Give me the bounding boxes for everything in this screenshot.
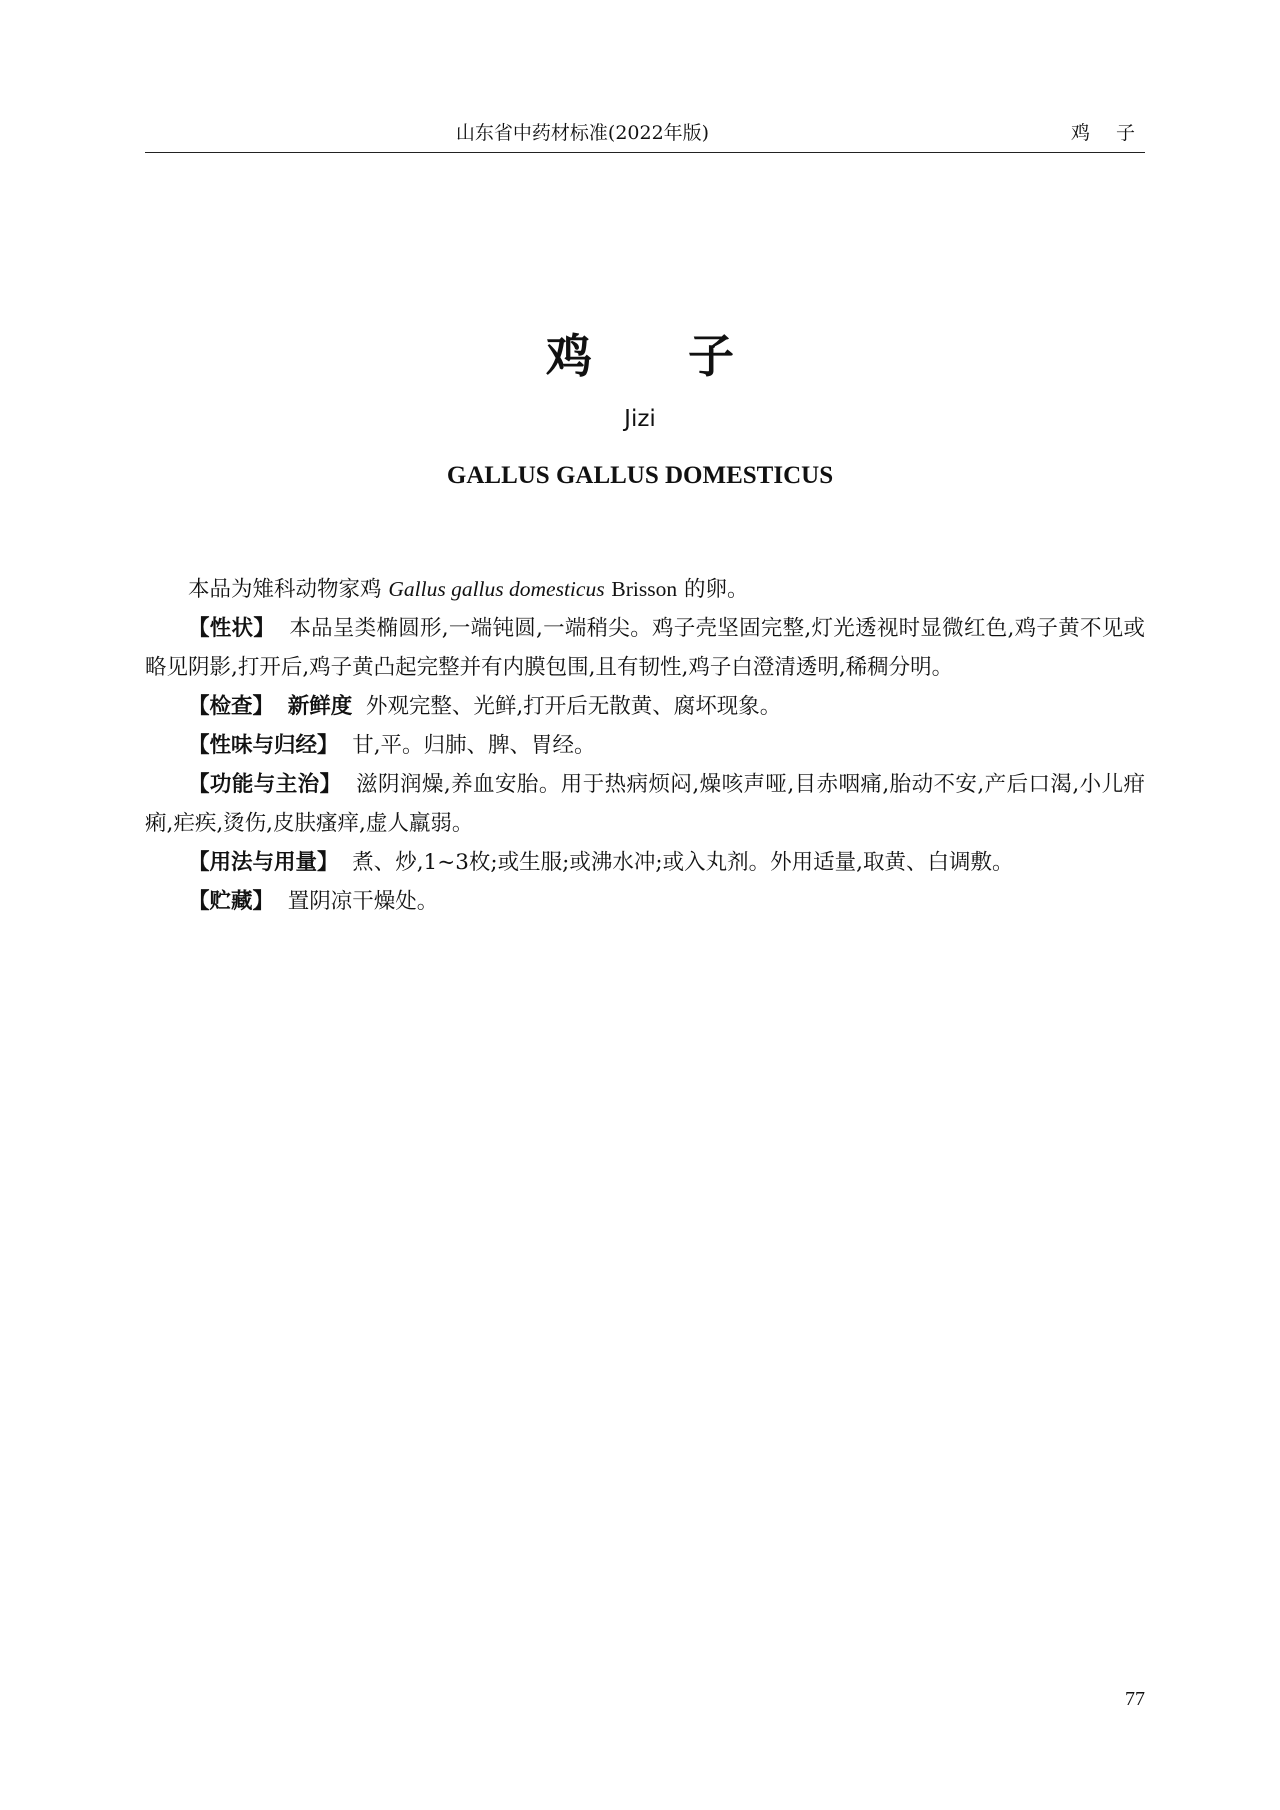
monograph-body	[145, 570, 1145, 921]
header-book-title: 山东省中药材标准(2022年版)	[455, 122, 710, 144]
section-text-characters: 本品呈类椭圆形,一端钝圆,一端稍尖。鸡子壳坚固完整,灯光透视时显微红色,鸡子黄不见或略见阴影,打开后,鸡子黄凸起完整并有内膜包围,且有韧性,鸡子白澄清透明,稀稠分明。	[145, 616, 1145, 680]
section-label-inspection: 【检查】	[188, 694, 275, 719]
running-header	[145, 112, 1145, 152]
intro-paragraph	[145, 570, 1145, 609]
section-text-inspection: 外观完整、光鲜,打开后无散黄、腐坏现象。	[365, 694, 782, 719]
section-nature	[145, 726, 1145, 765]
entry-latin-name: GALLUS GALLUS DOMESTICUS	[446, 462, 834, 489]
entry-pinyin: Jizi	[624, 406, 656, 432]
header-rule	[145, 152, 1145, 153]
section-functions	[145, 765, 1145, 843]
section-label-usage: 【用法与用量】	[188, 850, 339, 875]
section-text-nature: 甘,平。归肺、脾、胃经。	[352, 733, 596, 758]
section-label-characters: 【性状】	[188, 616, 276, 641]
section-inspection	[145, 687, 1145, 726]
subsection-label-freshness: 新鲜度	[287, 694, 353, 719]
intro-suffix: 的卵。	[683, 577, 749, 602]
section-storage	[145, 882, 1145, 921]
section-text-functions: 滋阴润燥,养血安胎。用于热病烦闷,燥咳声哑,目赤咽痛,胎动不安,产后口渴,小儿疳痢,疟疾,烫伤,皮肤瘙痒,虚人羸弱。	[145, 772, 1146, 836]
species-name: Gallus gallus domesticus	[388, 577, 605, 601]
section-label-storage: 【贮藏】	[188, 889, 275, 914]
entry-title: 鸡 子	[545, 329, 774, 383]
section-text-storage: 置阴凉干燥处。	[287, 889, 439, 914]
section-usage	[145, 843, 1145, 882]
header-running-title: 鸡 子	[1070, 122, 1145, 144]
section-text-usage: 煮、炒,1~3枚;或生服;或沸水冲;或入丸剂。外用适量,取黄、白调敷。	[352, 850, 1014, 875]
section-label-nature: 【性味与归经】	[188, 733, 339, 758]
section-characters	[145, 609, 1145, 687]
section-label-functions: 【功能与主治】	[188, 772, 342, 797]
intro-prefix: 本品为雉科动物家鸡	[188, 577, 382, 602]
page-number: 77	[1125, 1688, 1145, 1710]
species-author: Brisson	[611, 577, 678, 601]
